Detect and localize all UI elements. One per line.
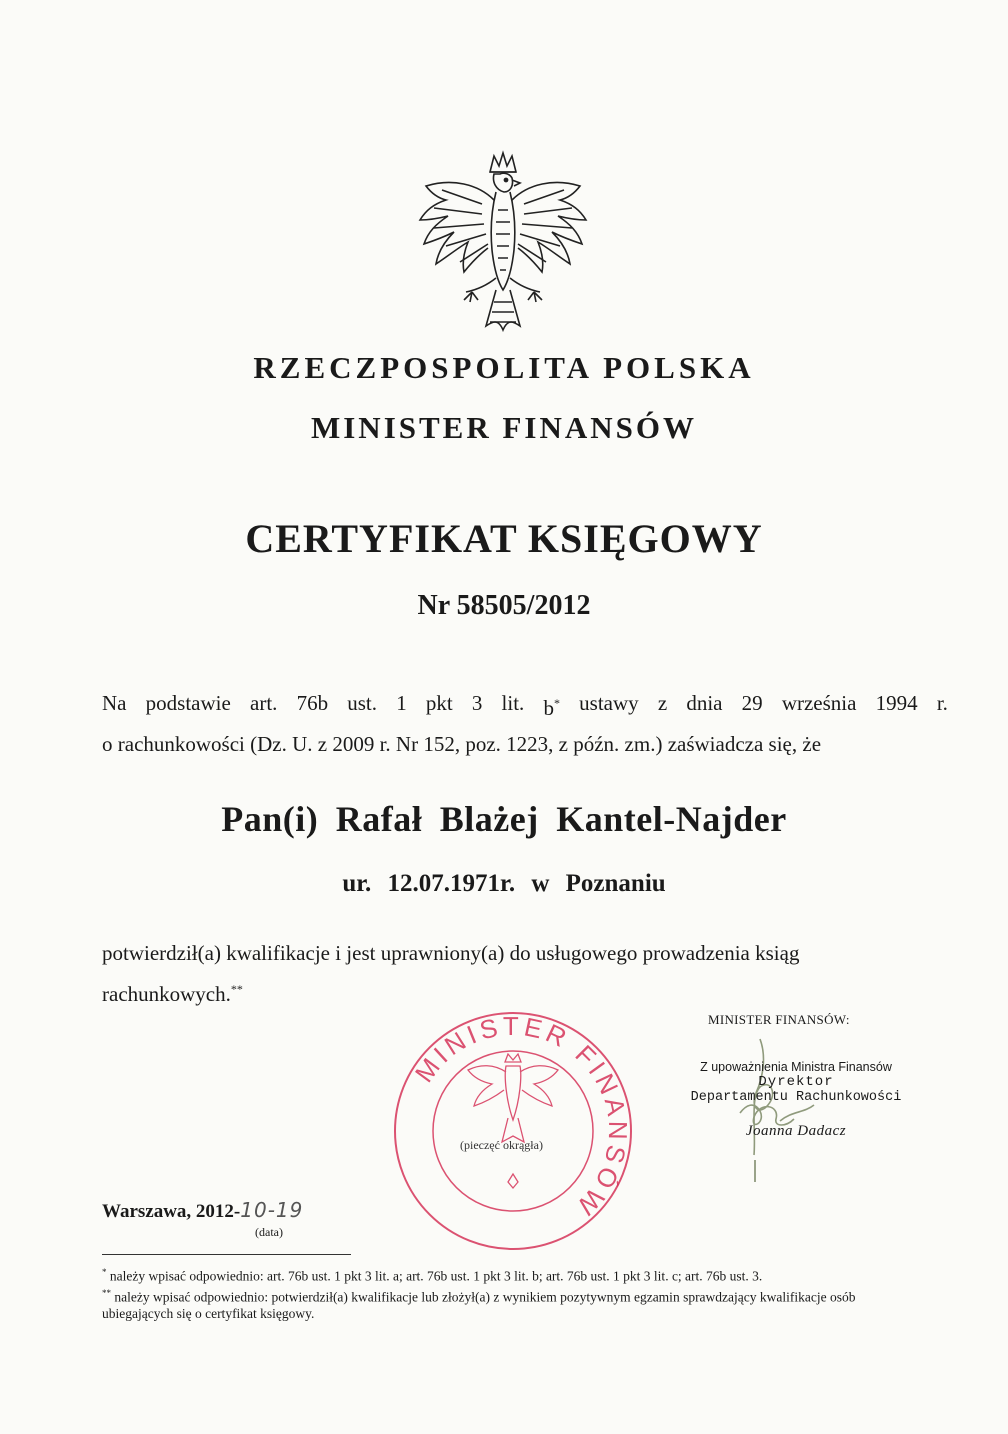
footnote-2-mark: ** [102, 1287, 111, 1298]
signatory-title: Dyrektor [758, 1074, 834, 1090]
certificate-title: CERTYFIKAT KSIĘGOWY [245, 516, 763, 561]
seal-center-text: (pieczęć okrągła) [460, 1138, 543, 1152]
seal-ring-text: MINISTER FINANSÓW [408, 1010, 634, 1224]
place-date-label: Warszawa, 2012- [102, 1201, 241, 1222]
legal-word: z [657, 691, 668, 715]
legal-word: lit. [501, 691, 525, 715]
holder-name: Pan(i) Rafał Blażej Kantel-Najder [221, 799, 787, 839]
footnote-1-mark: * [102, 1267, 107, 1277]
legal-word: 29 [741, 691, 763, 715]
place-and-date [102, 1198, 303, 1223]
footnote-mark: * [553, 696, 560, 710]
handwritten-date: 10-19 [240, 1198, 304, 1222]
signatory-department: Departamentu Rachunkowości [690, 1090, 902, 1105]
legal-word: 1994 [875, 691, 918, 715]
certificate-number: Nr 58505/2012 [417, 590, 591, 621]
legal-word: art. [250, 691, 278, 715]
signature-tail [754, 1160, 756, 1182]
footnote-2-text: należy wpisać odpowiednio: potwierdził(a) kwalifikacje lub złożył(a) z wynikiem pozytywnym egzamin sprawdzający kwalifikacje osób ubiegających się o certyfikat księgowy. [102, 1289, 856, 1321]
footnote-1 [102, 1264, 922, 1285]
legal-word: podstawie [145, 691, 231, 715]
official-seal [392, 1010, 634, 1252]
legal-word: b* [543, 696, 560, 720]
footnote-2 [102, 1285, 922, 1323]
footnote-1-text: należy wpisać odpowiednio: art. 76b ust. 1 pkt 3 lit. a; art. 76b ust. 1 pkt 3 lit. b; art. 76b ust. 1 pkt 3 lit. c; art. 76b ust. 3. [106, 1268, 763, 1284]
minister-label: MINISTER FINANSÓW: [708, 1012, 850, 1027]
eagle-emblem-icon [412, 150, 594, 350]
confirmation-text-end: rachunkowych. [102, 982, 231, 1006]
legal-word: dnia [686, 691, 723, 715]
holder-birth-info: ur. 12.07.1971r. w Poznaniu [342, 870, 666, 897]
legal-word: ust. [347, 691, 378, 715]
confirmation-line2 [102, 971, 948, 1012]
authorization-text: Z upoważnienia Ministra Finansów [700, 1060, 892, 1074]
legal-word: 3 [471, 691, 483, 715]
country-heading: RZECZPOSPOLITA POLSKA [253, 350, 755, 385]
legal-basis-line2: o rachunkowości (Dz. U. z 2009 r. Nr 152, poz. 1223, z późn. zm.) zaświadcza się, że [102, 732, 822, 756]
footnote-divider [102, 1254, 351, 1255]
authorization-block [666, 1060, 926, 1140]
legal-basis-paragraph [102, 685, 948, 762]
ministry-heading: MINISTER FINANSÓW [310, 410, 698, 445]
legal-word: r. [936, 691, 948, 715]
legal-word: września [781, 691, 857, 715]
footnote-mark: ** [230, 982, 243, 996]
confirmation-line1: potwierdził(a) kwalifikacje i jest uprawniony(a) do usługowego prowadzenia ksiąg [102, 941, 800, 965]
legal-word: ustawy [579, 691, 639, 715]
confirmation-paragraph [102, 935, 948, 1012]
footnotes [102, 1264, 922, 1322]
legal-word: Na [102, 691, 127, 715]
legal-basis-line1 [102, 685, 948, 726]
legal-word: 76b [296, 691, 329, 715]
legal-word: 1 [396, 691, 407, 715]
signatory-name: Joanna Dadacz [745, 1123, 847, 1139]
date-caption: (data) [255, 1225, 283, 1239]
legal-word: pkt [425, 691, 453, 715]
